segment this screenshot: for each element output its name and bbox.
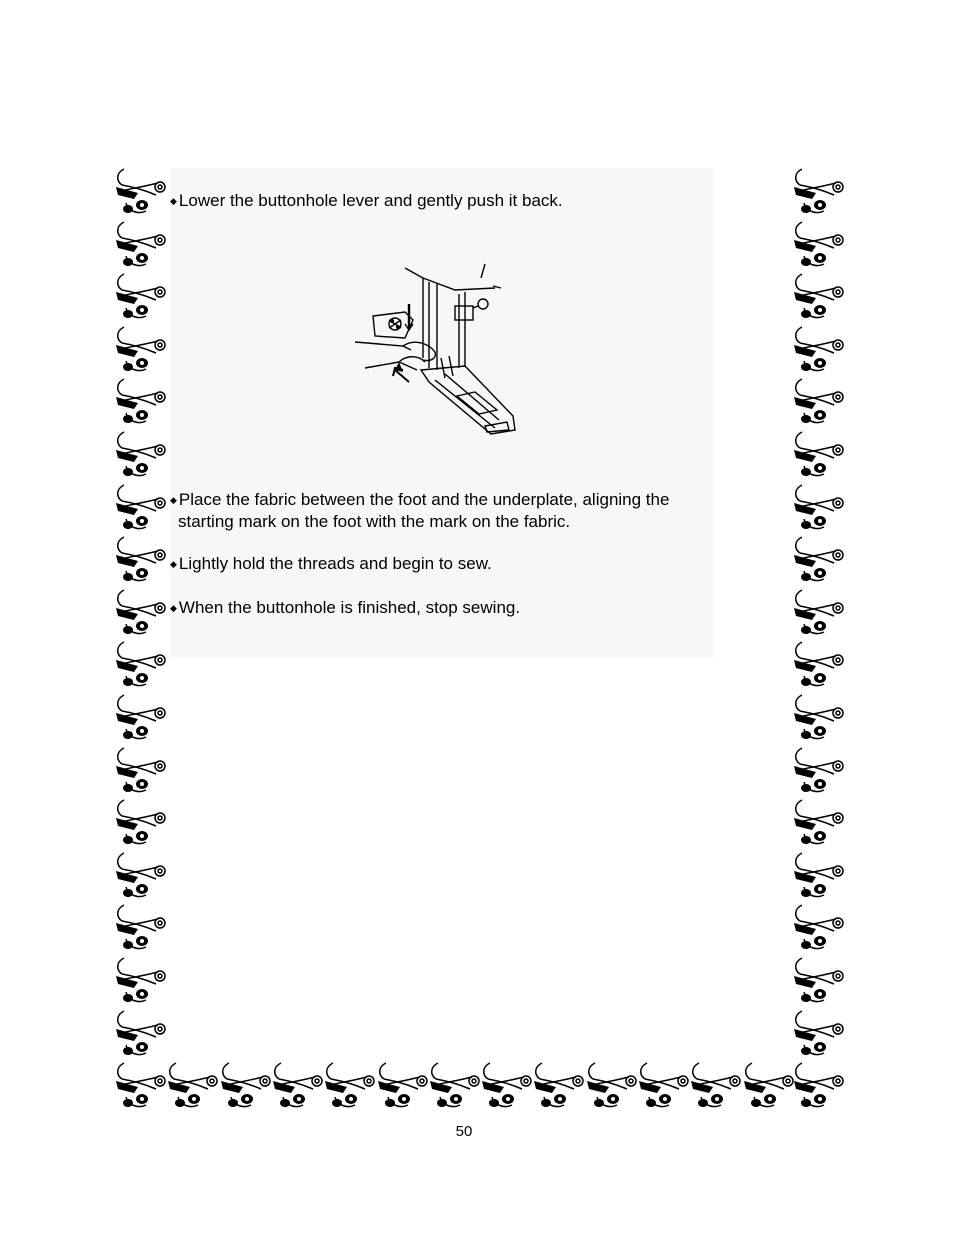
scissors-ornament-icon: [112, 533, 170, 589]
scissors-ornament-icon: [112, 586, 170, 642]
scissors-ornament-icon: [790, 954, 848, 1010]
bullet-icon: ◆: [170, 603, 177, 613]
scissors-ornament-icon: [478, 1059, 536, 1115]
scissors-ornament-icon: [790, 323, 848, 379]
scissors-ornament-icon: [112, 428, 170, 484]
instruction-lower-lever: ◆ Lower the buttonhole lever and gently push it back.: [170, 191, 563, 210]
scissors-ornament-icon: [112, 796, 170, 852]
bullet-icon: ◆: [170, 196, 177, 206]
bullet-icon: ◆: [170, 495, 177, 505]
scissors-ornament-icon: [583, 1059, 641, 1115]
scissors-ornament-icon: [112, 901, 170, 957]
scissors-ornament-icon: [790, 638, 848, 694]
scissors-ornament-icon: [112, 375, 170, 431]
scissors-ornament-icon: [112, 691, 170, 747]
scissors-ornament-icon: [790, 1059, 848, 1115]
scissors-ornament-icon: [112, 954, 170, 1010]
scissors-ornament-icon: [790, 428, 848, 484]
scissors-ornament-icon: [112, 270, 170, 326]
scissors-ornament-icon: [790, 481, 848, 537]
scissors-ornament-icon: [321, 1059, 379, 1115]
scissors-ornament-icon: [164, 1059, 222, 1115]
bullet-icon: ◆: [170, 559, 177, 569]
buttonhole-foot-illustration-icon: [345, 258, 525, 448]
scissors-ornament-icon: [790, 218, 848, 274]
scissors-ornament-icon: [790, 375, 848, 431]
scissors-ornament-icon: [790, 796, 848, 852]
scissors-ornament-icon: [790, 533, 848, 589]
scissors-ornament-icon: [530, 1059, 588, 1115]
scissors-ornament-icon: [112, 218, 170, 274]
scissors-ornament-icon: [112, 849, 170, 905]
scissors-ornament-icon: [790, 1007, 848, 1063]
scissors-ornament-icon: [112, 744, 170, 800]
instruction-begin-sewing: ◆ Lightly hold the threads and begin to sew.: [170, 554, 492, 573]
scissors-ornament-icon: [790, 165, 848, 221]
scissors-ornament-icon: [112, 1007, 170, 1063]
scissors-ornament-icon: [112, 323, 170, 379]
scissors-ornament-icon: [635, 1059, 693, 1115]
scissors-ornament-icon: [112, 165, 170, 221]
scissors-ornament-icon: [217, 1059, 275, 1115]
scissors-ornament-icon: [790, 270, 848, 326]
page-number: 50: [455, 1123, 473, 1140]
scissors-ornament-icon: [790, 849, 848, 905]
instruction-stop-sewing: ◆ When the buttonhole is finished, stop sewing.: [170, 598, 521, 617]
scissors-ornament-icon: [426, 1059, 484, 1115]
scissors-ornament-icon: [687, 1059, 745, 1115]
scissors-ornament-icon: [790, 691, 848, 747]
instruction-place-fabric: ◆ Place the fabric between the foot and the underplate, aligning the starting mark on the foot with the mark on the fabric.: [170, 490, 670, 531]
scissors-ornament-icon: [269, 1059, 327, 1115]
scissors-ornament-icon: [790, 586, 848, 642]
scissors-ornament-icon: [374, 1059, 432, 1115]
scissors-ornament-icon: [740, 1059, 798, 1115]
scissors-ornament-icon: [790, 744, 848, 800]
scissors-ornament-icon: [112, 1059, 170, 1115]
scissors-ornament-icon: [112, 638, 170, 694]
scissors-ornament-icon: [790, 901, 848, 957]
scissors-ornament-icon: [112, 481, 170, 537]
